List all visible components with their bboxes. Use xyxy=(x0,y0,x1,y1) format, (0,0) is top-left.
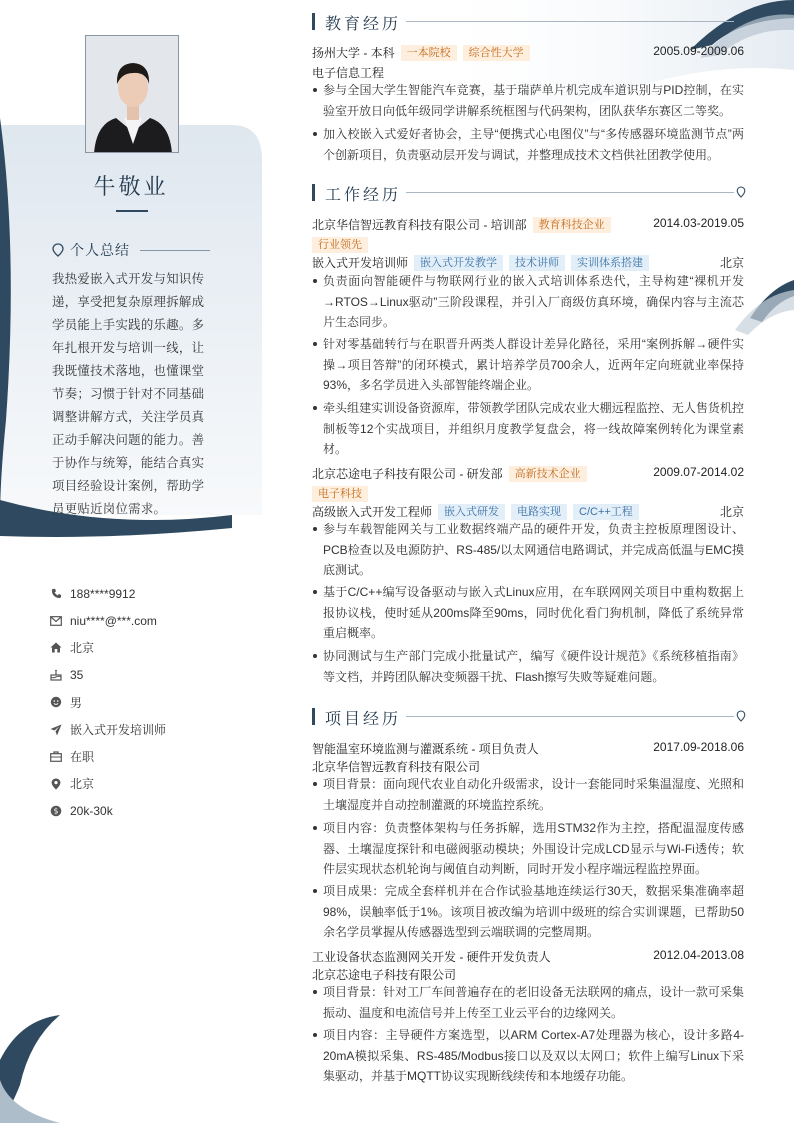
job-bullet: 协同测试与生产部门完成小批量试产，编写《硬件设计规范》《系统移植指南》等文档，并跨团队解决变频器干扰、Flash擦写失败等疑难问题。 xyxy=(312,646,744,687)
skill-tag: 嵌入式研发 xyxy=(438,504,505,520)
project-org: 北京芯途电子科技有限公司 xyxy=(312,968,457,982)
summary-heading xyxy=(52,240,210,260)
section-bar xyxy=(312,184,315,201)
project-header xyxy=(312,740,746,757)
job-bullet: 负责面向智能硬件与物联网行业的嵌入式培训体系迭代，主导构建“裸机开发→RTOS→Linux驱动”三阶段课程，并引入厂商级仿真环境，确保内容与主流芯片生态同步。 xyxy=(312,271,744,333)
briefcase-icon xyxy=(50,751,62,763)
job-header xyxy=(312,216,746,233)
section-bar xyxy=(312,13,315,30)
section-bar xyxy=(312,708,315,725)
section-title: 教育经历 xyxy=(325,16,402,33)
company-tag: 高新技术企业 xyxy=(509,466,587,482)
contact-phone-value: 188****9912 xyxy=(70,586,136,601)
section-rule xyxy=(406,192,734,193)
project-bullet: 项目背景：面向现代农业自动化升级需求，设计一套能同时采集温湿度、光照和土壤湿度并自动控制灌溉的环境监控系统。 xyxy=(312,774,744,815)
skill-tag: 技术讲师 xyxy=(509,255,565,271)
skill-tag: 实训体系搭建 xyxy=(571,255,649,271)
job-company: 北京华信智远教育科技有限公司 - 培训部 xyxy=(312,218,527,232)
location-pin-icon xyxy=(52,243,64,257)
company-tag: 教育科技企业 xyxy=(533,217,611,233)
education-major: 电子信息工程 xyxy=(312,66,385,80)
contact-salary-value: 20k-30k xyxy=(70,804,113,819)
job-bullet: 牵头组建实训设备资源库，带领教学团队完成农业大棚远程监控、无人售货机控制板等12个实战项目，并组织月度教学复盘会，将一线故障案例转化为课堂素材。 xyxy=(312,398,744,460)
job-position: 嵌入式开发培训师 xyxy=(312,256,409,270)
project-bullet: 项目背景：针对工厂车间普遍存在的老旧设备无法联网的痛点，设计一款可采集振动、温度和电流信号并上传至工业云平台的边缘网关。 xyxy=(312,982,744,1023)
contact-home xyxy=(50,634,250,661)
company-tag: 行业领先 xyxy=(312,237,368,253)
job-city: 北京 xyxy=(719,505,744,519)
job-date: 2009.07-2014.02 xyxy=(653,465,744,479)
skill-tag: C/C++工程 xyxy=(573,504,639,520)
contact-salary xyxy=(50,798,250,825)
job-company: 北京芯途电子科技有限公司 - 研发部 xyxy=(312,467,503,481)
section-title: 工作经历 xyxy=(325,187,402,204)
money-icon xyxy=(50,805,62,817)
project-name: 智能温室环境监测与灌溉系统 - 项目负责人 xyxy=(312,742,539,756)
contact-email-value: niu****@***.com xyxy=(70,613,157,628)
company-tag: 电子科技 xyxy=(312,486,368,502)
summary-title: 个人总结 xyxy=(70,242,130,258)
project-bullet: 项目内容：主导硬件方案选型，以ARM Cortex-A7处理器为核心，设计多路4-20mA模拟采集、RS-485/Modbus接口以及双以太网口；软件上编写Linux下采集驱动，并基于MQTT协议实现断线续传和本地缓存功能。 xyxy=(312,1025,744,1087)
contact-email xyxy=(50,607,250,634)
job-bullet: 参与车载智能网关与工业数据终端产品的硬件开发，负责主控板原理图设计、PCB检查以及电源防护、RS-485/以太网通信电路调试，并完成高低温与EMC摸底测试。 xyxy=(312,519,744,581)
skill-tag: 嵌入式开发教学 xyxy=(414,255,503,271)
contact-status-value: 在职 xyxy=(70,750,95,765)
contact-job xyxy=(50,716,250,743)
section-rule xyxy=(406,21,734,22)
school-tag: 综合性大学 xyxy=(463,45,530,61)
job-position-row xyxy=(312,503,746,520)
contact-list xyxy=(50,580,250,825)
section-title: 项目经历 xyxy=(325,711,402,728)
job-header xyxy=(312,465,746,482)
send-icon xyxy=(50,724,62,736)
contact-location xyxy=(50,770,250,797)
mail-icon xyxy=(50,615,62,627)
skill-tag: 电路实现 xyxy=(511,504,567,520)
project-header xyxy=(312,948,746,965)
school-name: 扬州大学 - 本科 xyxy=(312,46,395,60)
summary-text: 我热爱嵌入式开发与知识传递，享受把复杂原理拆解成学员能上手实践的乐趣。多年扎根开发与培训一线，让我既懂技术落地，也懂课堂节奏；习惯于针对不同基础调整讲解方式，关注学员真正动手解决问题的能力。善于协作与统筹，能结合真实项目经验设计案例，帮助学员更贴近岗位需求。 xyxy=(52,272,205,516)
left-sidebar xyxy=(0,0,262,1123)
avatar xyxy=(85,35,179,153)
project-name: 工业设备状态监测网关开发 - 硬件开发负责人 xyxy=(312,950,551,964)
cake-icon xyxy=(50,669,62,681)
location-pin-icon xyxy=(736,186,746,198)
svg-text:$: $ xyxy=(53,806,59,816)
job-city: 北京 xyxy=(719,256,744,270)
gender-icon xyxy=(50,696,62,708)
school-tag: 一本院校 xyxy=(401,45,457,61)
person-name: 牛敬业 xyxy=(93,174,169,199)
section-education xyxy=(312,10,746,34)
project-bullet: 项目内容：负责整体架构与任务拆解，选用STM32作为主控，搭配温湿度传感器、土壤湿度探针和电磁阀驱动模块；外围设计完成LCD显示与Wi-Fi透传；软件层实现状态机轮询与阈值自动判断，同时开发小程序端远程监控界面。 xyxy=(312,818,744,880)
contact-gender xyxy=(50,689,250,716)
contact-age xyxy=(50,662,250,689)
name-divider xyxy=(116,210,148,212)
job-bullet: 针对零基础转行与在职晋升两类人群设计差异化路径，采用“案例拆解→硬件实操→项目答辩”的闭环模式，累计培养学员700余人，近两年定向班就业率保持93%，多名学员进入头部智能终端企业。 xyxy=(312,334,744,396)
contact-gender-value: 男 xyxy=(70,695,83,710)
contact-phone xyxy=(50,580,250,607)
location-pin-icon xyxy=(736,710,746,722)
project-date: 2012.04-2013.08 xyxy=(653,948,744,962)
location-icon xyxy=(50,778,62,790)
education-header xyxy=(312,44,746,61)
phone-icon xyxy=(50,588,62,600)
job-position: 高级嵌入式开发工程师 xyxy=(312,505,433,519)
section-work xyxy=(312,181,746,205)
project-date: 2017.09-2018.06 xyxy=(653,740,744,754)
education-bullet: 加入校嵌入式爱好者协会，主导“便携式心电图仪”与“多传感器环境监测节点”两个创新项目，负责驱动层开发与调试，并整理成技术文档供社团教学使用。 xyxy=(312,124,744,165)
section-rule xyxy=(406,716,734,717)
job-date: 2014.03-2019.05 xyxy=(653,216,744,230)
contact-job-value: 嵌入式开发培训师 xyxy=(70,723,167,738)
job-position-row xyxy=(312,254,746,271)
contact-status xyxy=(50,743,250,770)
avatar-icon xyxy=(86,36,179,153)
education-bullet: 参与全国大学生智能汽车竞赛，基于瑞萨单片机完成车道识别与PID控制，在实验室开放日向低年级同学讲解系统框图与代码架构，团队获华东赛区二等奖。 xyxy=(312,80,744,121)
home-icon xyxy=(50,642,62,654)
project-bullet: 项目成果：完成全套样机并在合作试验基地连续运行30天，数据采集准确率超98%，误触率低于1%。该项目被改编为培训中级班的综合实训课题，已帮助50余名学员掌握从传感器选型到云端联调的完整周期。 xyxy=(312,881,744,943)
job-bullet: 基于C/C++编写设备驱动与嵌入式Linux应用，在车联网网关项目中重构数据上报协议栈，使时延从200ms降至90ms，同时优化看门狗机制，降低了系统异常重启概率。 xyxy=(312,582,744,644)
education-date: 2005.09-2009.06 xyxy=(653,44,744,58)
summary-rule xyxy=(140,250,210,251)
contact-location-value: 北京 xyxy=(70,777,95,792)
section-projects xyxy=(312,705,746,729)
project-org: 北京华信智远教育科技有限公司 xyxy=(312,760,481,774)
contact-home-value: 北京 xyxy=(70,641,95,656)
contact-age-value: 35 xyxy=(70,668,84,683)
